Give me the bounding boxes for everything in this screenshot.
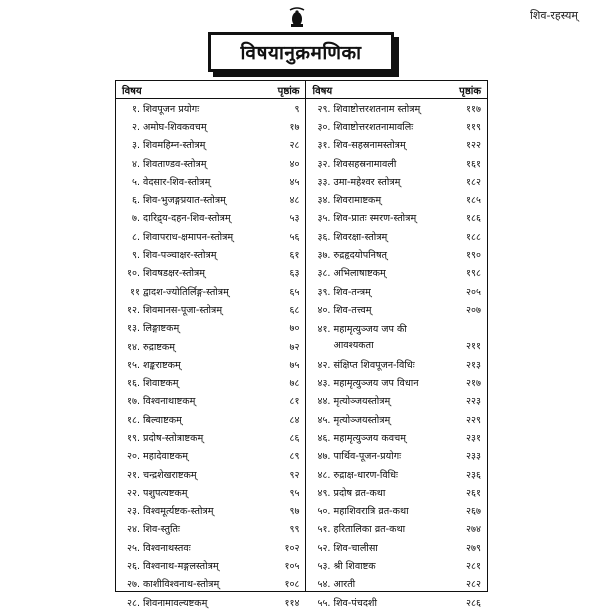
toc-entry xyxy=(306,300,487,318)
toc-entry-number: १२. xyxy=(126,304,140,316)
toc-entry-page: ९७ xyxy=(289,506,300,518)
toc-entry-page: १०२ xyxy=(284,542,300,554)
toc-entry xyxy=(306,99,487,117)
toc-entry-number: १०. xyxy=(126,268,140,280)
toc-entry-number: ४३. xyxy=(317,378,331,390)
toc-entry-page: २६१ xyxy=(466,487,481,499)
toc-entry-number: १८. xyxy=(126,414,140,426)
toc-entry-title: शिव-सहस्रनामस्तोत्रम् xyxy=(333,140,406,152)
toc-entry xyxy=(116,337,305,355)
toc-entry xyxy=(116,520,305,538)
toc-entry-number: ७. xyxy=(131,213,140,225)
toc-entry-page: २८ xyxy=(289,140,300,152)
toc-entry-title: शिवापराध-क्षमापन-स्तोत्रम् xyxy=(143,231,234,243)
toc-entry-title: शिवाष्टोत्तरशतनाम स्तोत्रम् xyxy=(333,103,421,115)
toc-entry-title: बिल्वाष्टकम् xyxy=(143,414,182,426)
toc-entry-title: शिवनामावल्यष्टकम् xyxy=(143,597,208,609)
toc-entry-number: २२. xyxy=(126,487,140,499)
toc-entry-title: रुद्रहृदयोपनिषत् xyxy=(333,250,388,262)
toc-entry-number: २८. xyxy=(126,597,140,609)
toc-entry xyxy=(116,575,305,593)
toc-entry xyxy=(306,282,487,300)
toc-entry xyxy=(116,428,305,446)
toc-entry-number: १९. xyxy=(126,432,140,444)
toc-entry-page: ११४ xyxy=(284,597,300,609)
toc-entry-title: शिवताण्डव-स्तोत्रम् xyxy=(143,158,207,170)
toc-entry xyxy=(306,593,487,611)
toc-entry-title: शिवरामाष्टकम् xyxy=(333,195,382,207)
toc-entry xyxy=(306,502,487,520)
toc-entry-number: २३. xyxy=(126,506,140,518)
toc-entry-title: दारिद्र्य-दहन-शिव-स्तोत्रम् xyxy=(143,213,231,225)
toc-entry-page: ४८ xyxy=(289,195,300,207)
running-head: शिव-रहस्यम् xyxy=(530,9,578,22)
toc-entry xyxy=(306,264,487,282)
toc-entry-page: ९२ xyxy=(289,469,300,481)
column-header-page: पृष्ठांक xyxy=(459,85,481,97)
toc-entry-page: २१३ xyxy=(466,359,481,371)
toc-entry-number: ३. xyxy=(131,140,140,152)
toc-entry-number: ६. xyxy=(131,195,140,207)
toc-entry-title: हरितालिका व्रत-कथा xyxy=(333,524,406,536)
toc-rows-left xyxy=(116,99,305,611)
toc-entry-title: लिङ्गाष्टकम् xyxy=(143,323,180,335)
toc-entry-number: ५. xyxy=(131,176,140,188)
toc-entry-page: ५६ xyxy=(289,231,300,243)
toc-entry xyxy=(306,410,487,428)
toc-entry-page: १७ xyxy=(289,121,300,133)
toc-entry-number: ४४. xyxy=(317,396,331,408)
toc-entry xyxy=(306,355,487,373)
column-header xyxy=(116,81,305,99)
toc-entry-number: १७. xyxy=(126,396,140,408)
toc-entry-title: विश्वनाथाष्टकम् xyxy=(143,396,196,408)
toc-entry-page: १९० xyxy=(466,250,481,262)
toc-entry-title: महादेवाष्टकम् xyxy=(143,451,188,463)
toc-entry-number: ४६. xyxy=(317,432,331,444)
toc-entry-title: संक्षिप्त शिवपूजन-विधिः xyxy=(333,359,415,371)
toc-entry-number: २५. xyxy=(126,542,140,554)
toc-entry-number: ३६. xyxy=(317,231,331,243)
toc-entry-number: ५३. xyxy=(317,561,331,573)
toc-entry-title: शिवषडक्षर-स्तोत्रम् xyxy=(143,268,206,280)
toc-entry-number: १४. xyxy=(126,341,140,353)
toc-entry-title: शङ्कराष्टकम् xyxy=(143,359,181,371)
toc-entry-title: प्रदोष-स्तोत्राष्टकम् xyxy=(143,432,204,444)
toc-entry-page: ११९ xyxy=(466,121,481,133)
toc-entry-page: १०८ xyxy=(284,579,300,591)
toc-entry-number: ५०. xyxy=(317,506,331,518)
toc-entry-title: शिवसहस्रनामावली xyxy=(333,158,397,170)
toc-entry-title: महामृत्युञ्जय जप विधान xyxy=(333,378,419,390)
toc-entry xyxy=(306,319,487,356)
toc-entry-title: विश्वमूर्त्यष्टक-स्तोत्रम् xyxy=(143,506,214,518)
toc-entry xyxy=(306,209,487,227)
toc-entry-title: काशीविश्वनाथ-स्तोत्रम् xyxy=(143,579,220,591)
toc-entry-page: १८५ xyxy=(466,195,481,207)
toc-entry xyxy=(116,593,305,611)
toc-entry xyxy=(116,172,305,190)
toc-entry-page: १०५ xyxy=(284,561,300,573)
toc-entry xyxy=(116,465,305,483)
toc-entry-page: ७५ xyxy=(289,359,300,371)
toc-entry-page: ४५ xyxy=(289,176,300,188)
toc-entry-number: ९. xyxy=(131,250,140,262)
toc-entry xyxy=(116,447,305,465)
toc-entry xyxy=(306,245,487,263)
toc-entry xyxy=(116,245,305,263)
toc-entry xyxy=(306,227,487,245)
toc-entry xyxy=(116,556,305,574)
toc-entry-page: ८६ xyxy=(289,432,300,444)
toc-entry-page: ५३ xyxy=(289,213,300,225)
toc-entry-number: ५२. xyxy=(317,542,331,554)
toc-entry-number: २१. xyxy=(126,469,140,481)
page-title: विषयानुक्रमणिका xyxy=(240,42,362,64)
toc-entry-title: मृत्योञ्जयस्तोत्रम् xyxy=(333,396,391,408)
toc-entry-title: उमा-महेश्वर स्तोत्रम् xyxy=(333,176,401,188)
toc-entry-page: ९ xyxy=(294,103,300,115)
toc-entry xyxy=(116,483,305,501)
toc-entry xyxy=(116,392,305,410)
toc-entry-page: ७० xyxy=(289,323,300,335)
toc-rows-right xyxy=(306,99,487,611)
toc-entry-number: २४. xyxy=(126,524,140,536)
toc-entry-page: २३१ xyxy=(466,432,481,444)
toc-entry-number: ३५. xyxy=(317,213,331,225)
toc-entry xyxy=(116,300,305,318)
table-of-contents xyxy=(115,80,488,609)
toc-entry-title: शिव-चालीसा xyxy=(333,542,378,554)
toc-entry-title: मृत्योञ्जयस्तोत्रम् xyxy=(333,414,391,426)
toc-entry xyxy=(116,355,305,373)
toc-entry-page: ८१ xyxy=(289,396,300,408)
toc-entry-page: २२३ xyxy=(466,396,481,408)
toc-entry xyxy=(306,392,487,410)
toc-entry xyxy=(116,282,305,300)
toc-entry-page: ११७ xyxy=(466,103,481,115)
toc-entry-title: प्रदोष व्रत-कथा xyxy=(333,487,386,499)
toc-entry-title: चन्द्रशेखराष्टकम् xyxy=(143,469,197,481)
toc-entry xyxy=(306,154,487,172)
toc-entry-page: २३३ xyxy=(466,451,481,463)
toc-entry-title: शिवपूजन प्रयोगः xyxy=(143,103,200,115)
toc-entry xyxy=(116,373,305,391)
toc-entry-page: १८८ xyxy=(466,231,481,243)
toc-entry xyxy=(306,575,487,593)
toc-entry-page: २११ xyxy=(466,341,481,353)
toc-entry-title: शिवाष्टोत्तरशतनामावलिः xyxy=(333,121,414,133)
toc-entry-number: ५१. xyxy=(317,524,331,536)
toc-entry-number: ३१. xyxy=(317,140,331,152)
toc-entry xyxy=(116,117,305,135)
toc-entry-page: २७४ xyxy=(466,524,481,536)
toc-entry-page: १८६ xyxy=(466,213,481,225)
toc-entry-title: शिव-पंचदशी xyxy=(333,597,377,609)
toc-entry-title: वेदसार-शिव-स्तोत्रम् xyxy=(143,176,211,188)
toc-entry-number: ४०. xyxy=(317,304,331,316)
toc-entry-number: ३८. xyxy=(317,268,331,280)
toc-entry-page: ६५ xyxy=(289,286,300,298)
toc-entry-number: ५४. xyxy=(317,579,331,591)
toc-entry-page: २०५ xyxy=(466,286,481,298)
toc-entry-page: ८४ xyxy=(289,414,300,426)
toc-entry xyxy=(116,209,305,227)
toc-entry xyxy=(306,447,487,465)
toc-entry-page: २०७ xyxy=(466,304,481,316)
toc-entry-page: १६१ xyxy=(466,158,481,170)
toc-entry-title: शिव-पञ्चाक्षर-स्तोत्रम् xyxy=(143,250,217,262)
toc-entry-title: अभिलाषाष्टकम् xyxy=(333,268,386,280)
column-header-page: पृष्ठांक xyxy=(277,85,300,97)
toc-entry-number: १. xyxy=(131,103,140,115)
toc-entry-page: १९८ xyxy=(466,268,481,280)
toc-entry-title: द्वादश-ज्योतिर्लिङ्ग-स्तोत्रम् xyxy=(143,286,229,298)
toc-entry-title: महाशिवरात्रि व्रत-कथा xyxy=(333,506,409,518)
toc-entry-page: २१७ xyxy=(466,378,481,390)
toc-entry-number: २९. xyxy=(317,103,331,115)
toc-entry-title: आरती xyxy=(333,579,356,591)
toc-entry-number: २७. xyxy=(126,579,140,591)
toc-column-right xyxy=(306,81,487,609)
toc-entry-page: ७२ xyxy=(289,341,300,353)
toc-entry-title: पशुपत्यष्टकम् xyxy=(143,487,188,499)
toc-entry-number: ३७. xyxy=(317,250,331,262)
toc-entry-number: ३२. xyxy=(317,158,331,170)
toc-entry-title: शिव-तत्त्वम् xyxy=(333,304,372,316)
toc-entry-page: ६३ xyxy=(289,268,300,280)
toc-entry-number: ८. xyxy=(131,231,140,243)
toc-entry-page: २८६ xyxy=(466,597,481,609)
toc-entry-page: ७८ xyxy=(289,378,300,390)
column-header-subject: विषय xyxy=(122,85,142,97)
toc-entry xyxy=(116,264,305,282)
toc-entry xyxy=(306,483,487,501)
toc-entry-number: ३९. xyxy=(317,286,331,298)
toc-entry xyxy=(306,172,487,190)
toc-entry-number: ४२. xyxy=(317,359,331,371)
toc-entry xyxy=(116,538,305,556)
toc-entry-number: ३०. xyxy=(317,121,331,133)
toc-entry-number: ४. xyxy=(131,158,140,170)
toc-entry-title: महामृत्युञ्जय कवचम् xyxy=(333,432,406,444)
toc-entry-number: १५. xyxy=(126,359,140,371)
toc-entry-title: शिव-प्रातः स्मरण-स्तोत्रम् xyxy=(333,213,417,225)
toc-entry-number: २०. xyxy=(126,451,140,463)
toc-entry-page: २८१ xyxy=(466,561,481,573)
toc-entry-title: शिवरक्षा-स्तोत्रम् xyxy=(333,231,388,243)
toc-entry-number: ४७. xyxy=(317,451,331,463)
toc-entry xyxy=(116,136,305,154)
toc-entry-page: ९९ xyxy=(289,524,300,536)
toc-entry-page: २७९ xyxy=(466,542,481,554)
toc-entry-page: २६७ xyxy=(466,506,481,518)
toc-entry-page: १८२ xyxy=(466,176,481,188)
toc-entry-page: ९५ xyxy=(289,487,300,499)
toc-entry-number: ४१. xyxy=(317,323,331,335)
toc-entry-number: २६. xyxy=(126,561,140,573)
toc-entry-title: श्री शिवाष्टक xyxy=(333,561,376,573)
toc-entry xyxy=(306,428,487,446)
toc-entry xyxy=(306,136,487,154)
column-header xyxy=(306,81,487,99)
toc-entry-title: शिव-तन्त्रम् xyxy=(333,286,371,298)
toc-entry-page: २३६ xyxy=(466,469,481,481)
toc-entry-number: ३४. xyxy=(317,195,331,207)
toc-entry xyxy=(116,410,305,428)
toc-entry-number: ४५. xyxy=(317,414,331,426)
toc-entry-number: १३. xyxy=(126,323,140,335)
toc-entry-number: १६. xyxy=(126,378,140,390)
toc-entry-title: पार्थिव-पूजन-प्रयोगः xyxy=(333,451,402,463)
toc-entry xyxy=(116,99,305,117)
toc-entry-title: शिवमानस-पूजा-स्तोत्रम् xyxy=(143,304,223,316)
toc-entry-page: २८२ xyxy=(466,579,481,591)
toc-entry-page: ४० xyxy=(289,158,300,170)
toc-entry xyxy=(116,319,305,337)
toc-entry-title: विश्वनाथस्तवः xyxy=(143,542,191,554)
toc-entry-title: शिव-स्तुतिः xyxy=(143,524,180,536)
toc-entry xyxy=(116,502,305,520)
toc-entry xyxy=(306,538,487,556)
toc-entry xyxy=(116,227,305,245)
toc-entry-title: शिव-भुजङ्गप्रयात-स्तोत्रम् xyxy=(143,195,226,207)
toc-entry-title: रुद्राक्ष-धारण-विधिः xyxy=(333,469,398,481)
toc-entry xyxy=(306,556,487,574)
toc-entry-page: ८९ xyxy=(289,451,300,463)
toc-entry xyxy=(306,465,487,483)
toc-entry-number: ४९. xyxy=(317,487,331,499)
toc-entry-title: रुद्राष्टकम् xyxy=(143,341,176,353)
toc-entry-title: अमोघ-शिवकवचम् xyxy=(143,121,207,133)
toc-entry xyxy=(116,154,305,172)
title-box xyxy=(208,32,394,72)
toc-entry xyxy=(116,190,305,208)
toc-entry-title: शिवाष्टकम् xyxy=(143,378,179,390)
toc-entry-title: शिवमहिम्न-स्तोत्रम् xyxy=(143,140,206,152)
om-shiva-emblem-icon xyxy=(286,6,308,28)
toc-entry-page: २२९ xyxy=(466,414,481,426)
toc-entry-title: महामृत्युञ्जय जप की आवश्यकता xyxy=(333,323,407,351)
toc-entry-page: १२२ xyxy=(466,140,481,152)
column-header-subject: विषय xyxy=(312,85,333,97)
toc-entry-number: ५५. xyxy=(317,597,331,609)
toc-entry-number: २. xyxy=(131,121,140,133)
toc-entry xyxy=(306,520,487,538)
toc-entry-title: विश्वनाथ-मङ्गलस्तोत्रम् xyxy=(143,561,219,573)
toc-entry-number: ४८. xyxy=(317,469,331,481)
toc-entry xyxy=(306,373,487,391)
toc-entry-number: ३३. xyxy=(317,176,331,188)
toc-entry-number: ११ xyxy=(130,286,140,298)
toc-entry-page: ६१ xyxy=(289,250,300,262)
toc-entry xyxy=(306,117,487,135)
toc-entry-page: ६८ xyxy=(289,304,300,316)
toc-column-left xyxy=(116,81,306,609)
toc-entry xyxy=(306,190,487,208)
